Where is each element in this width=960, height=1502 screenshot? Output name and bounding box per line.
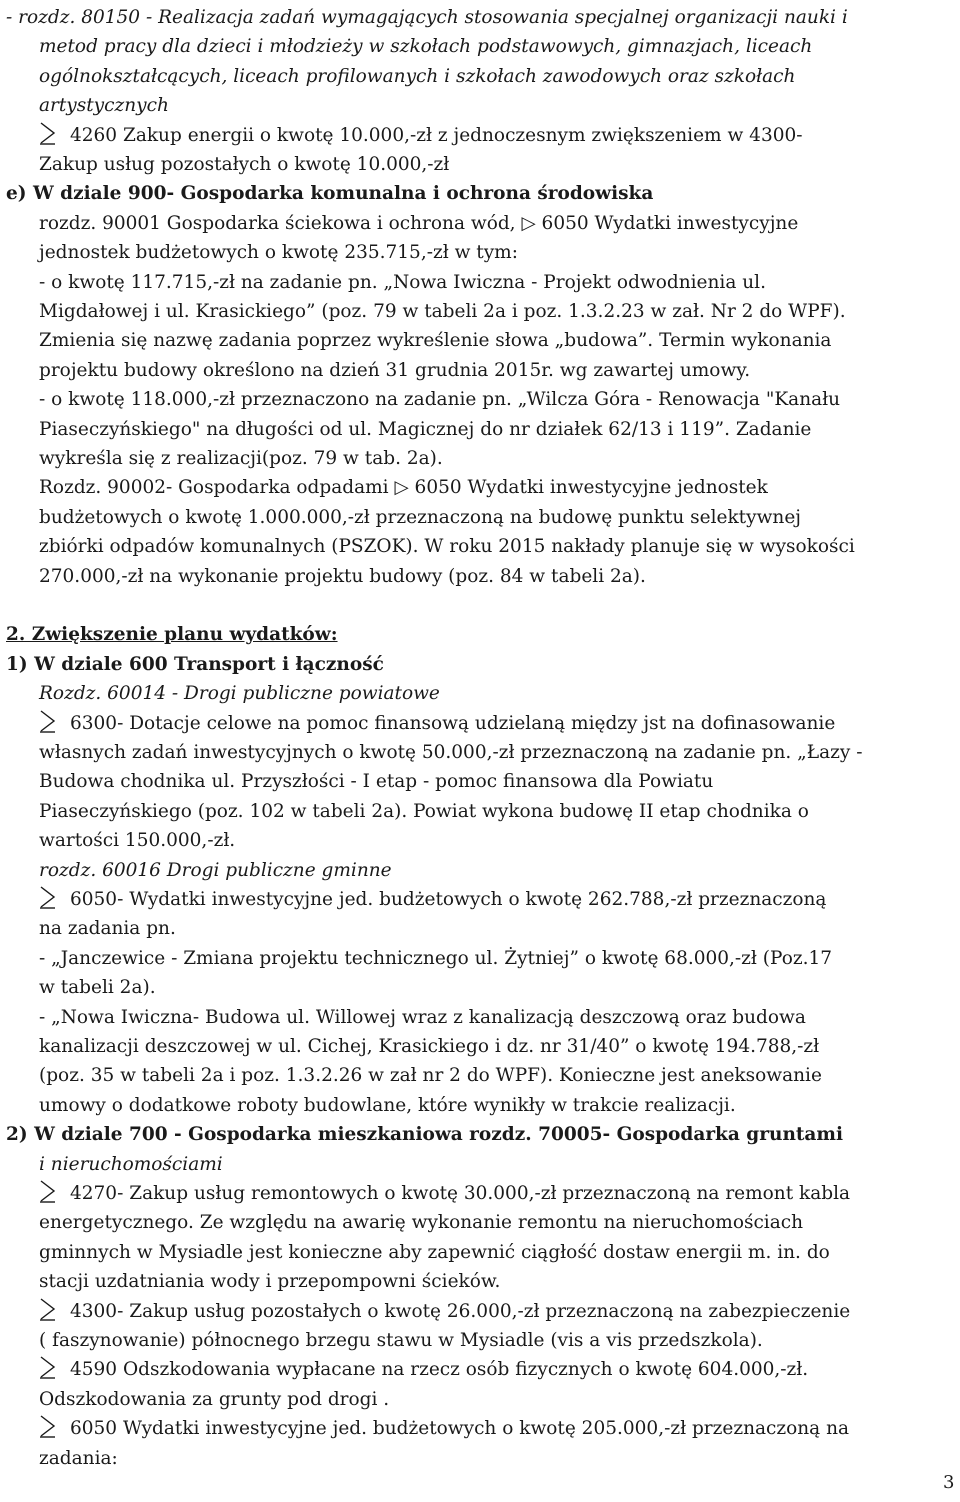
text-line-content: Odszkodowania za grunty pod drogi . <box>39 1388 390 1410</box>
text-line-content: stacji uzdatniania wody i przepompowni ścieków. <box>39 1271 501 1293</box>
arrow-bullet-icon <box>39 121 56 145</box>
arrow-bullet-icon <box>39 1414 56 1438</box>
text-line <box>39 914 176 943</box>
text-line <box>39 1414 849 1443</box>
text-line <box>39 826 235 855</box>
text-line <box>39 532 855 561</box>
text-line-content: Zmienia się nazwę zadania poprzez wykreślenie słowa „budowa”. Termin wykonania <box>39 330 832 352</box>
text-line-content: ogólnokształcących, liceach profilowanych i szkołach zawodowych oraz szkołach <box>39 65 796 87</box>
text-line <box>39 1003 806 1032</box>
text-line <box>39 1238 830 1267</box>
text-line <box>6 650 384 679</box>
text-line-content: 6050- Wydatki inwestycyjne jed. budżetowych o kwotę 262.788,-zł przeznaczoną <box>70 888 827 910</box>
text-line <box>39 444 443 473</box>
text-line-content: ( faszynowanie) północnego brzegu stawu w Mysiadle (vis a vis przedszkola). <box>39 1329 763 1351</box>
text-line-content: Piaseczyńskiego (poz. 102 w tabeli 2a). Powiat wykona budowę II etap chodnika o <box>39 800 809 822</box>
text-line-content: kanalizacji deszczowej w ul. Cichej, Krasickiego i dz. nr 31/40” o kwotę 194.788,-zł <box>39 1035 820 1057</box>
text-line <box>39 1444 118 1473</box>
text-line-content: - „Nowa Iwiczna- Budowa ul. Willowej wraz z kanalizacją deszczową oraz budowa <box>39 1006 806 1028</box>
text-line <box>39 1326 763 1355</box>
text-line <box>39 856 392 885</box>
text-line <box>39 503 801 532</box>
text-line-content: - o kwotę 117.715,-zł na zadanie pn. „Nowa Iwiczna - Projekt odwodnienia ul. <box>39 271 766 293</box>
text-line-content: artystycznych <box>39 95 169 117</box>
text-line-content: i nieruchomościami <box>39 1153 223 1175</box>
text-line-content: Rozdz. 90002- Gospodarka odpadami ▷ 6050 Wydatki inwestycyjne jednostek <box>39 477 768 499</box>
text-line <box>6 620 338 649</box>
text-line-content: 2) W dziale 700 - Gospodarka mieszkaniowa rozdz. 70005- Gospodarka gruntami <box>6 1124 844 1146</box>
text-line <box>39 415 811 444</box>
text-line-content: Budowa chodnika ul. Przyszłości - I etap - pomoc finansowa dla Powiatu <box>39 771 714 793</box>
text-line-content: energetycznego. Ze względu na awarię wykonanie remontu na nieruchomościach <box>39 1212 804 1234</box>
arrow-bullet-icon <box>39 709 56 733</box>
text-line-content: 270.000,-zł na wykonanie projektu budowy (poz. 84 w tabeli 2a). <box>39 565 646 587</box>
text-line-content: 4300- Zakup usług pozostałych o kwotę 26.000,-zł przeznaczoną na zabezpieczenie <box>70 1300 851 1322</box>
text-line-content: umowy o dodatkowe roboty budowlane, które wynikły w trakcie realizacji. <box>39 1094 736 1116</box>
text-line-content: Piaseczyńskiego" na długości od ul. Magicznej do nr działek 62/13 i 119”. Zadanie <box>39 418 812 440</box>
text-line <box>39 1267 500 1296</box>
arrow-bullet-icon <box>39 1179 56 1203</box>
text-line-content: 6050 Wydatki inwestycyjne jed. budżetowych o kwotę 205.000,-zł przeznaczoną na <box>70 1418 850 1440</box>
text-line <box>39 297 846 326</box>
text-line <box>39 1355 808 1384</box>
text-line-content: wartości 150.000,-zł. <box>39 830 236 852</box>
text-line-content: Zakup usług pozostałych o kwotę 10.000,-zł <box>39 153 450 175</box>
text-line <box>39 767 713 796</box>
text-line <box>39 32 812 61</box>
arrow-bullet-icon <box>39 1355 56 1379</box>
text-line <box>39 709 835 738</box>
text-line <box>39 885 826 914</box>
text-line <box>39 1091 736 1120</box>
text-line <box>6 3 848 32</box>
text-line-content: Rozdz. 60014 - Drogi publiczne powiatowe <box>39 683 440 705</box>
text-line <box>39 562 646 591</box>
text-line-content: - o kwotę 118.000,-zł przeznaczono na zadanie pn. „Wilcza Góra - Renowacja "Kanału <box>39 389 841 411</box>
text-line <box>39 326 831 355</box>
text-line <box>39 356 750 385</box>
text-line-content: gminnych w Mysiadle jest konieczne aby zapewnić ciągłość dostaw energii m. in. do <box>39 1241 830 1263</box>
text-line-content: zadania: <box>39 1447 118 1469</box>
text-line <box>39 209 798 238</box>
text-line-content: wykreśla się z realizacji(poz. 79 w tab. 2a). <box>39 447 443 469</box>
text-line <box>39 1208 803 1237</box>
text-line-content: - „Janczewice - Zmiana projektu technicznego ul. Żytniej” o kwotę 68.000,-zł (Poz.17 <box>39 947 833 969</box>
text-line <box>39 1150 223 1179</box>
text-line-content: rozdz. 90001 Gospodarka ściekowa i ochrona wód, ▷ 6050 Wydatki inwestycyjne <box>39 212 799 234</box>
text-line <box>39 973 156 1002</box>
text-line-content: 1) W dziale 600 Transport i łączność <box>6 653 384 675</box>
text-line-content: budżetowych o kwotę 1.000.000,-zł przeznaczoną na budowę punktu selektywnej <box>39 506 802 528</box>
text-line <box>39 797 809 826</box>
text-line <box>39 1032 819 1061</box>
text-line-content: zbiórki odpadów komunalnych (PSZOK). W roku 2015 nakłady planuje się w wysokości <box>39 536 855 558</box>
text-line <box>39 473 768 502</box>
text-line <box>39 268 766 297</box>
text-line <box>39 679 440 708</box>
text-line-content: (poz. 35 w tabeli 2a i poz. 1.3.2.26 w zał nr 2 do WPF). Konieczne jest aneksowanie <box>39 1065 822 1087</box>
arrow-bullet-icon <box>39 885 56 909</box>
text-line <box>39 1385 389 1414</box>
text-line-content: - rozdz. 80150 - Realizacja zadań wymagających stosowania specjalnej organizacji nauki i <box>6 6 848 28</box>
text-line <box>39 121 803 150</box>
text-line-content: rozdz. 60016 Drogi publiczne gminne <box>39 859 392 881</box>
text-line-content: Migdałowej i ul. Krasickiego” (poz. 79 w tabeli 2a i poz. 1.3.2.23 w zał. Nr 2 do WPF). <box>39 300 846 322</box>
text-line <box>39 738 862 767</box>
text-line <box>39 1297 850 1326</box>
text-line <box>39 91 169 120</box>
text-line-content: 4270- Zakup usług remontowych o kwotę 30.000,-zł przeznaczoną na remont kabla <box>70 1182 851 1204</box>
text-line-content: na zadania pn. <box>39 918 176 940</box>
text-line-content: 4590 Odszkodowania wypłacane na rzecz osób fizycznych o kwotę 604.000,-zł. <box>70 1359 809 1381</box>
text-line <box>6 179 653 208</box>
text-line-content: 2. Zwiększenie planu wydatków: <box>6 624 338 646</box>
text-line <box>39 238 518 267</box>
text-line-content: 4260 Zakup energii o kwotę 10.000,-zł z jednoczesnym zwiększeniem w 4300- <box>70 124 803 146</box>
text-line <box>39 1179 850 1208</box>
text-line-content: projektu budowy określono na dzień 31 grudnia 2015r. wg zawartej umowy. <box>39 359 751 381</box>
text-line-content: w tabeli 2a). <box>39 977 156 999</box>
text-line-content: e) W dziale 900- Gospodarka komunalna i ochrona środowiska <box>6 183 654 205</box>
text-line <box>39 385 840 414</box>
text-line-content: jednostek budżetowych o kwotę 235.715,-zł w tym: <box>39 242 518 264</box>
text-line-content: własnych zadań inwestycyjnych o kwotę 50.000,-zł przeznaczoną na zadanie pn. „Łazy - <box>39 741 863 763</box>
page-number: 3 <box>943 1472 955 1493</box>
text-line <box>39 150 449 179</box>
text-line <box>39 944 832 973</box>
text-line <box>6 1120 843 1149</box>
text-line-content: metod pracy dla dzieci i młodzieży w szkołach podstawowych, gimnazjach, liceach <box>39 36 813 58</box>
text-line <box>39 1061 822 1090</box>
arrow-bullet-icon <box>39 1297 56 1321</box>
text-line-content: 6300- Dotacje celowe na pomoc finansową udzielaną między jst na dofinasowanie <box>70 712 836 734</box>
text-line <box>39 62 795 91</box>
